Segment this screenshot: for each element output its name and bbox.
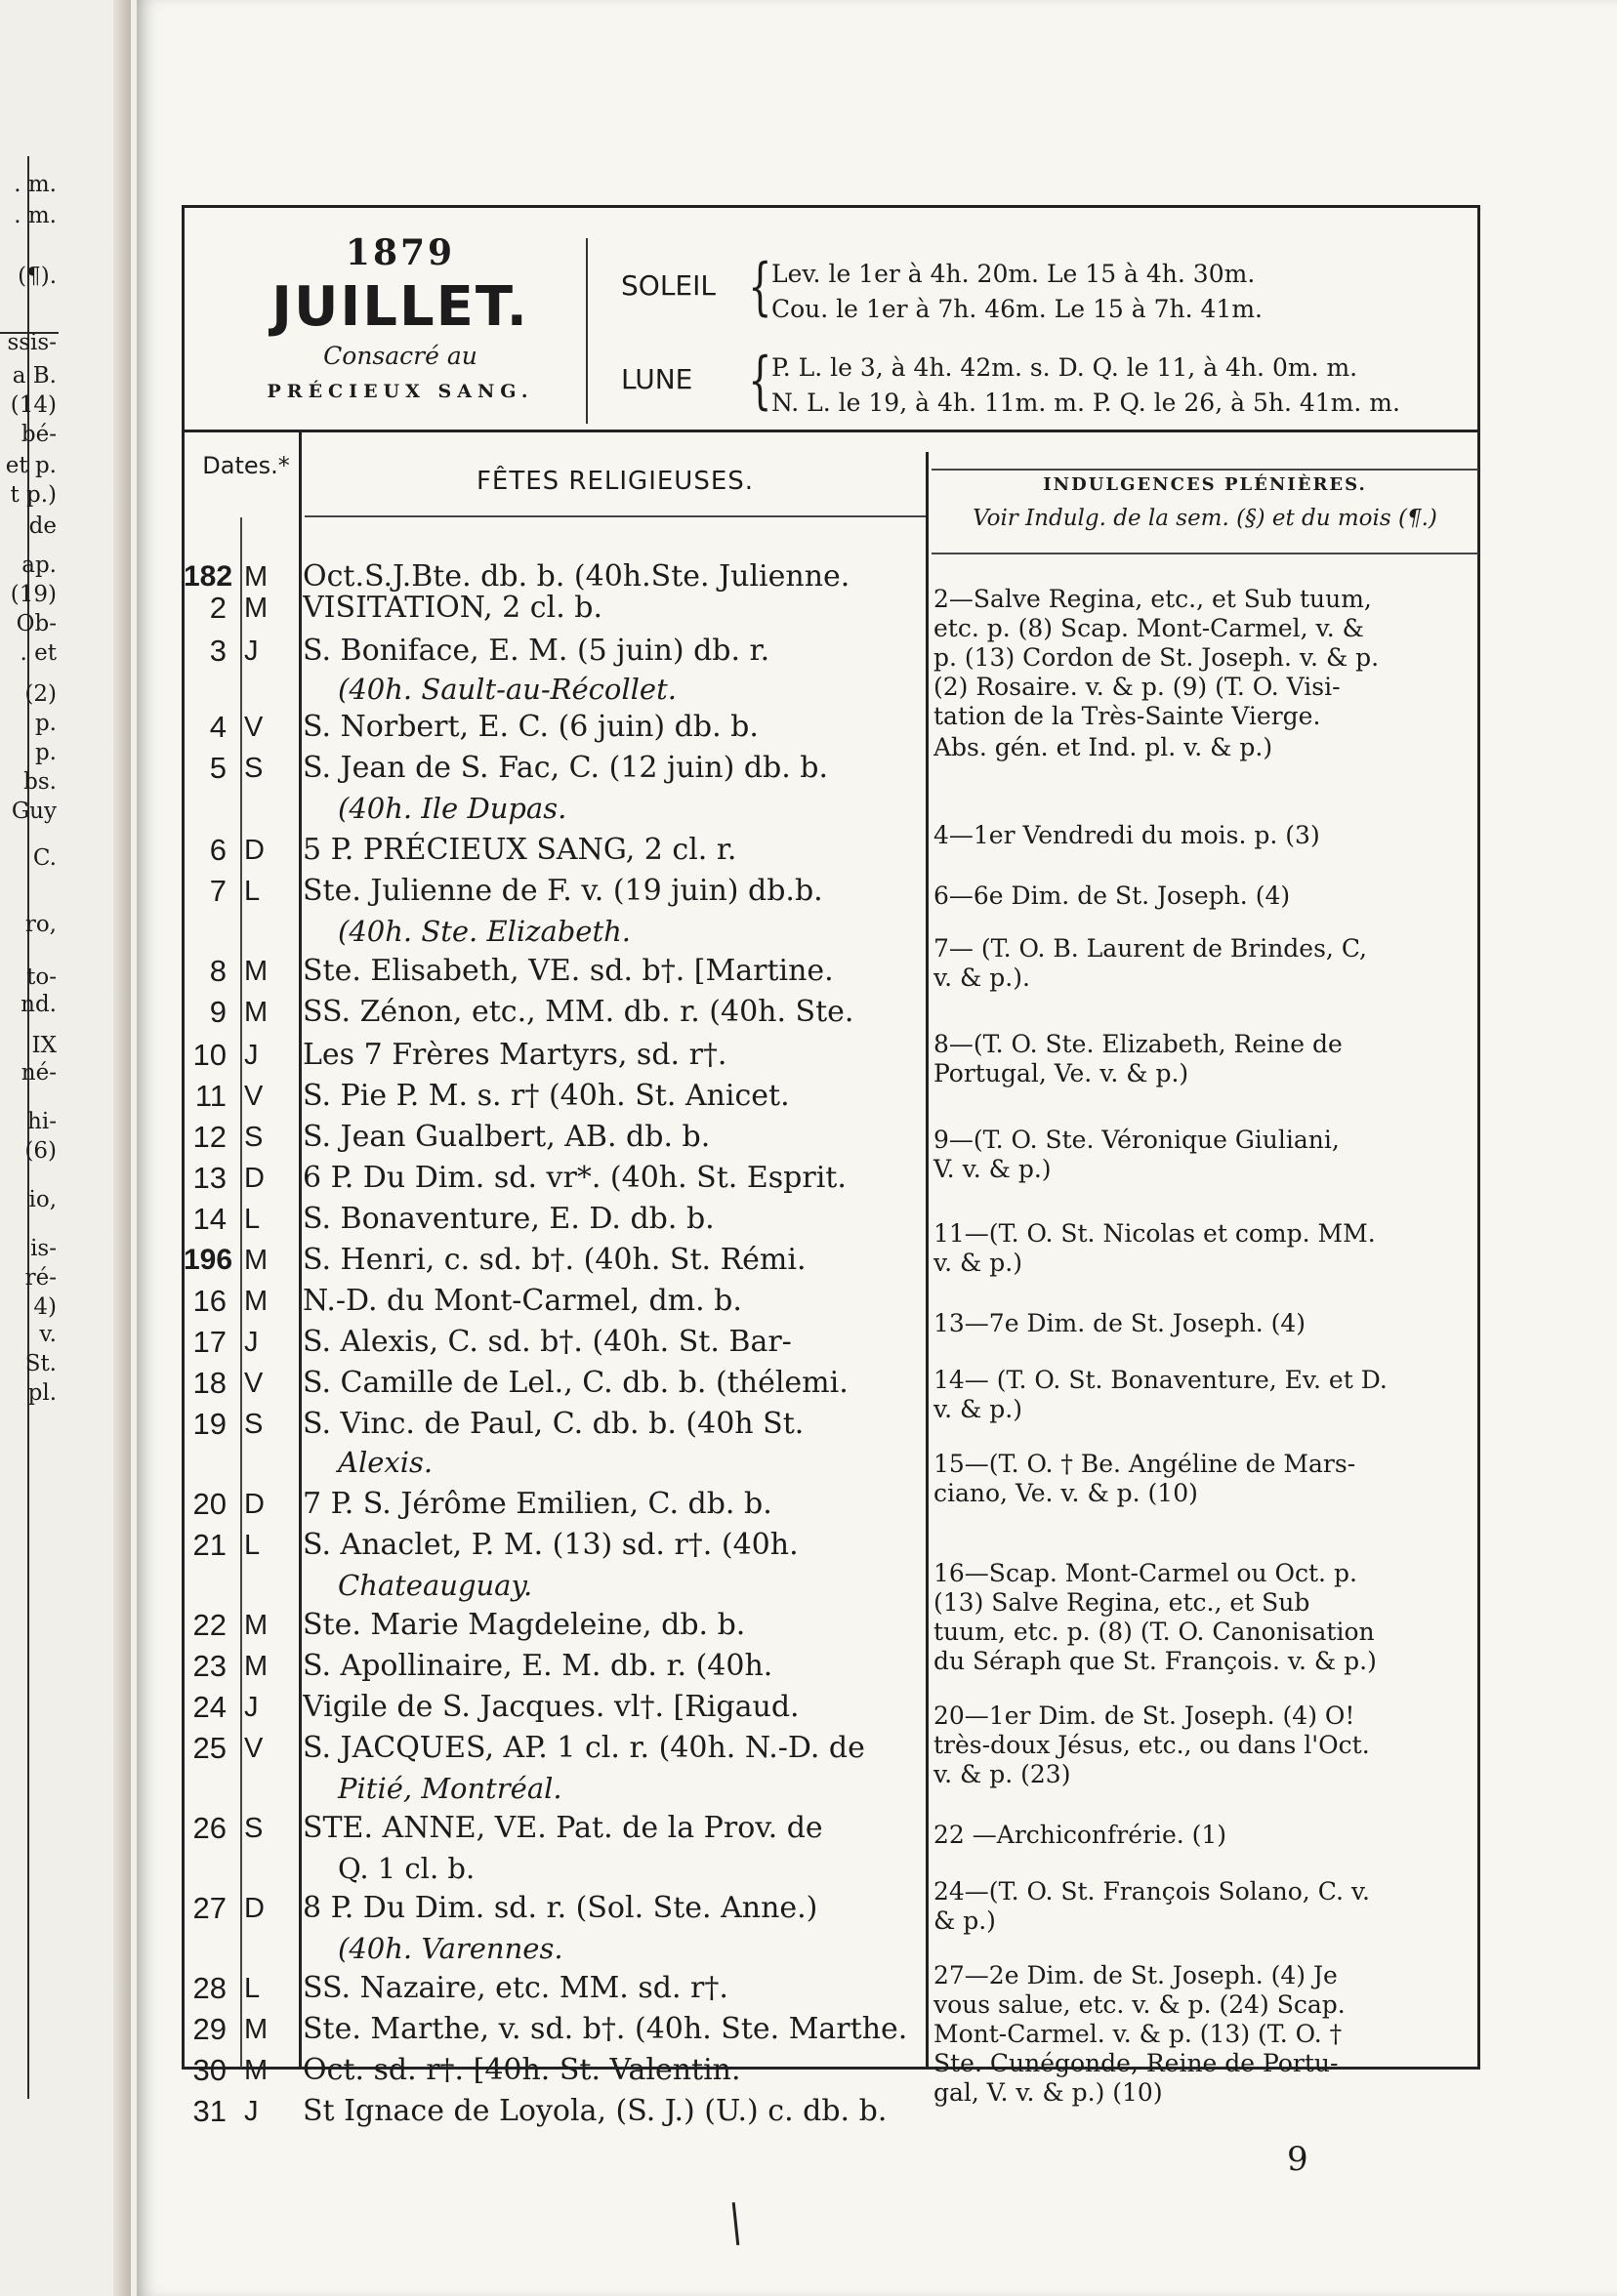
feast-text: S. Pie P. M. s. r† (40h. St. Anicet.: [303, 1079, 790, 1113]
feast-continuation: (40h. Sault-au-Récollet.: [338, 673, 677, 706]
day-number: 16: [192, 1284, 227, 1318]
indulgence-line: Abs. gén. et Ind. pl. v. & p.): [933, 733, 1273, 761]
soleil-label: SOLEIL: [621, 269, 716, 302]
previous-page-text: a B.: [12, 363, 57, 389]
weekday-letter: J: [244, 1692, 259, 1723]
weekday-letter: L: [244, 1973, 261, 2004]
previous-page-text: is-: [30, 1236, 57, 1261]
feast-continuation: Pitié, Montréal.: [338, 1772, 562, 1805]
weekday-letter: M: [244, 2055, 269, 2086]
previous-page-text: (6): [24, 1138, 57, 1164]
day-number: 6: [209, 833, 227, 867]
indulgence-line: & p.): [933, 1906, 996, 1935]
indulgence-line: v. & p.): [933, 1249, 1022, 1277]
dates-column-header: Dates.*: [202, 452, 290, 479]
column-divider-dates: [299, 432, 302, 2068]
year: 1879: [345, 232, 456, 273]
previous-page-text: p.: [34, 711, 57, 736]
previous-page-text: bs.: [23, 769, 57, 795]
indulgence-line: 8—(T. O. Ste. Elizabeth, Reine de: [933, 1030, 1343, 1058]
day-number: 14: [192, 1202, 227, 1236]
day-number: 29: [192, 2012, 227, 2046]
weekday-letter: M: [244, 561, 269, 593]
weekday-letter: V: [244, 1081, 264, 1112]
day-number: 26: [192, 1811, 227, 1845]
previous-page-text: Ob-: [16, 611, 57, 636]
weekday-letter: S: [244, 1122, 264, 1153]
feast-continuation: Q. 1 cl. b.: [338, 1852, 476, 1885]
weekday-letter: V: [244, 712, 264, 743]
weekday-letter: J: [244, 636, 259, 667]
weekday-letter: M: [244, 2014, 269, 2045]
feast-text: 5 P. PRÉCIEUX SANG, 2 cl. r.: [303, 833, 737, 867]
month-title: JUILLET.: [271, 275, 529, 339]
indulgence-line: V. v. & p.): [933, 1155, 1052, 1183]
fetes-column-header: FÊTES RELIGIEUSES.: [476, 467, 755, 496]
feast-text: S. Norbert, E. C. (6 juin) db. b.: [303, 710, 759, 744]
day-number: 21: [192, 1528, 227, 1562]
previous-page-edge: [0, 0, 137, 2296]
feast-text: SS. Zénon, etc., MM. db. r. (40h. Ste.: [303, 995, 854, 1029]
previous-page-text: IX: [31, 1033, 57, 1058]
day-number: 28: [192, 1971, 227, 2005]
feast-text: S. Camille de Lel., C. db. b. (thélemi.: [303, 1366, 849, 1400]
book-binding: [113, 0, 131, 2296]
day-number: 12: [192, 1120, 227, 1154]
indulgence-line: très-doux Jésus, etc., ou dans l'Oct.: [933, 1731, 1370, 1759]
indulgence-line: Portugal, Ve. v. & p.): [933, 1059, 1189, 1087]
feast-continuation: (40h. Varennes.: [338, 1932, 563, 1965]
previous-page-text: io,: [28, 1187, 57, 1212]
indulgence-line: tuum, etc. p. (8) (T. O. Canonisation: [933, 1618, 1375, 1646]
lune-label: LUNE: [621, 363, 693, 395]
weekday-letter: D: [244, 835, 265, 866]
indulgence-line: 20—1er Dim. de St. Joseph. (4) O!: [933, 1702, 1355, 1730]
weekday-letter: S: [244, 753, 264, 784]
feast-text: 8 P. Du Dim. sd. r. (Sol. Ste. Anne.): [303, 1891, 818, 1925]
indulgence-line: 24—(T. O. St. François Solano, C. v.: [933, 1877, 1370, 1906]
soleil-brace: {: [748, 251, 772, 323]
previous-page-text: nd.: [21, 992, 57, 1017]
lune-brace: {: [748, 345, 772, 417]
indulgence-line: 2—Salve Regina, etc., et Sub tuum,: [933, 585, 1372, 613]
day-number: 3: [209, 634, 227, 668]
indulgence-line: 11—(T. O. St. Nicolas et comp. MM.: [933, 1219, 1376, 1248]
indulgences-top-rule: [932, 469, 1478, 471]
feast-text: S. Vinc. de Paul, C. db. b. (40h St.: [303, 1407, 805, 1441]
indulgence-line: 4—1er Vendredi du mois. p. (3): [933, 821, 1320, 849]
lune-line-2: N. L. le 19, à 4h. 11m. m. P. Q. le 26, à 5h. 41m. m.: [771, 389, 1400, 417]
column-divider-day: [240, 517, 242, 2068]
feast-text: Ste. Marie Magdeleine, db. b.: [303, 1608, 746, 1642]
feast-text: Ste. Elisabeth, VE. sd. b†. [Martine.: [303, 954, 834, 988]
weekday-letter: D: [244, 1489, 265, 1520]
day-number: 23: [192, 1649, 227, 1683]
previous-page-text: ré-: [24, 1265, 57, 1291]
weekday-letter: M: [244, 593, 269, 624]
feast-text: Ste. Marthe, v. sd. b†. (40h. Ste. Marthe.: [303, 2012, 908, 2046]
previous-page-text: p.: [34, 740, 57, 765]
indulgence-line: ciano, Ve. v. & p. (10): [933, 1479, 1198, 1507]
previous-page-text: (2): [24, 681, 57, 707]
header-rule: [184, 430, 1478, 432]
day-number: 30: [192, 2053, 227, 2087]
feast-text: Les 7 Frères Martyrs, sd. r†.: [303, 1038, 727, 1072]
feast-text: S. Anaclet, P. M. (13) sd. r†. (40h.: [303, 1528, 799, 1562]
weekday-letter: V: [244, 1368, 264, 1399]
indulgence-line: Mont-Carmel. v. & p. (13) (T. O. †: [933, 2020, 1343, 2048]
previous-page-text: ro,: [24, 912, 57, 937]
feast-text: Oct.S.J.Bte. db. b. (40h.Ste. Julienne.: [303, 559, 850, 594]
indulgences-header-rule: [932, 553, 1478, 554]
feast-text: S. Apollinaire, E. M. db. r. (40h.: [303, 1649, 773, 1683]
soleil-line-2: Cou. le 1er à 7h. 46m. Le 15 à 7h. 41m.: [771, 295, 1263, 323]
day-number: 4: [209, 710, 227, 744]
previous-page-text: (14): [10, 392, 57, 418]
weekday-letter: D: [244, 1893, 265, 1924]
feast-text: S. Bonaventure, E. D. db. b.: [303, 1202, 715, 1236]
previous-page-text: bé-: [21, 422, 57, 447]
previous-page-text: ap.: [21, 553, 57, 578]
feast-text: S. Boniface, E. M. (5 juin) db. r.: [303, 634, 770, 668]
day-number: 8: [209, 954, 227, 988]
feast-text: Oct. sd. r†. [40h. St. Valentin.: [303, 2053, 741, 2087]
indulgences-column-header: INDULGENCES PLÉNIÈRES.: [1043, 474, 1367, 495]
indulgence-line: gal, V. v. & p.) (10): [933, 2078, 1163, 2107]
feast-text: STE. ANNE, VE. Pat. de la Prov. de: [303, 1811, 823, 1845]
day-number: 182: [184, 560, 233, 593]
previous-page-text: hi-: [27, 1109, 57, 1134]
lune-line-1: P. L. le 3, à 4h. 42m. s. D. Q. le 11, à 4h. 0m. m.: [771, 353, 1358, 382]
previous-page-text: pl.: [27, 1380, 57, 1406]
weekday-letter: L: [244, 1204, 261, 1235]
feast-continuation: (40h. Ste. Elizabeth.: [338, 915, 632, 948]
feast-text: St Ignace de Loyola, (S. J.) (U.) c. db. b.: [303, 2094, 888, 2128]
weekday-letter: S: [244, 1409, 264, 1440]
feast-continuation: (40h. Ile Dupas.: [338, 792, 567, 825]
day-number: 13: [192, 1161, 227, 1195]
weekday-letter: J: [244, 1327, 259, 1358]
previous-page-text: de: [28, 513, 57, 539]
previous-page-text: . m.: [14, 172, 57, 197]
weekday-letter: D: [244, 1163, 265, 1194]
previous-page-text: né-: [21, 1060, 57, 1086]
previous-page-text: (¶).: [18, 264, 57, 289]
feast-text: VISITATION, 2 cl. b.: [303, 591, 603, 625]
feast-text: 7 P. S. Jérôme Emilien, C. db. b.: [303, 1487, 772, 1521]
indulgence-line: 16—Scap. Mont-Carmel ou Oct. p.: [933, 1559, 1357, 1587]
header-divider: [586, 238, 588, 424]
indulgence-line: v. & p. (23): [933, 1760, 1071, 1788]
feast-text: S. Alexis, C. sd. b†. (40h. St. Bar-: [303, 1325, 792, 1359]
previous-page-text: t p.): [10, 482, 57, 508]
weekday-letter: L: [244, 1530, 261, 1561]
weekday-letter: M: [244, 1286, 269, 1317]
previous-page-text: St.: [24, 1351, 57, 1376]
day-number: 25: [192, 1731, 227, 1765]
day-number: 196: [184, 1244, 233, 1276]
day-number: 24: [192, 1690, 227, 1724]
previous-page-text: (19): [10, 582, 57, 607]
feast-text: N.-D. du Mont-Carmel, dm. b.: [303, 1284, 742, 1318]
previous-page-text: 4): [33, 1294, 57, 1320]
page-number: 9: [1287, 2140, 1308, 2179]
weekday-letter: M: [244, 956, 269, 987]
day-number: 10: [192, 1038, 227, 1072]
feast-continuation: Alexis.: [338, 1446, 434, 1479]
dedication-subject: PRÉCIEUX SANG.: [267, 381, 534, 402]
feast-text: 6 P. Du Dim. sd. vr*. (40h. St. Esprit.: [303, 1161, 847, 1195]
feast-continuation: Chateauguay.: [338, 1569, 533, 1602]
indulgence-line: 14— (T. O. St. Bonaventure, Ev. et D.: [933, 1366, 1388, 1394]
previous-page-text: to-: [26, 964, 57, 990]
previous-page-text: et p.: [5, 453, 57, 478]
weekday-letter: J: [244, 1040, 259, 1071]
previous-page-text: . et: [20, 640, 57, 666]
weekday-letter: J: [244, 2096, 259, 2127]
day-number: 2: [209, 591, 227, 625]
indulgence-line: v. & p.).: [933, 964, 1030, 992]
indulgences-column-subheader: Voir Indulg. de la sem. (§) et du mois (¶.): [973, 506, 1437, 531]
indulgence-line: (13) Salve Regina, etc., et Sub: [933, 1588, 1310, 1617]
previous-page-text: . m.: [14, 203, 57, 228]
day-number: 31: [192, 2094, 227, 2128]
weekday-letter: M: [244, 997, 269, 1028]
weekday-letter: M: [244, 1651, 269, 1682]
indulgence-line: p. (13) Cordon de St. Joseph. v. & p.: [933, 643, 1380, 672]
feast-text: S. Jean Gualbert, AB. db. b.: [303, 1120, 711, 1154]
feast-text: S. JACQUES, AP. 1 cl. r. (40h. N.-D. de: [303, 1731, 865, 1765]
indulgence-line: 15—(T. O. † Be. Angéline de Mars-: [933, 1450, 1356, 1478]
indulgence-line: vous salue, etc. v. & p. (24) Scap.: [933, 1990, 1346, 2019]
day-number: 11: [194, 1079, 227, 1113]
weekday-letter: M: [244, 1610, 269, 1641]
indulgence-line: 13—7e Dim. de St. Joseph. (4): [933, 1309, 1306, 1337]
weekday-letter: V: [244, 1733, 264, 1764]
indulgence-line: 9—(T. O. Ste. Véronique Giuliani,: [933, 1126, 1340, 1154]
indulgence-line: du Séraph que St. François. v. & p.): [933, 1647, 1377, 1675]
dedication: Consacré au: [323, 342, 477, 370]
indulgence-line: 6—6e Dim. de St. Joseph. (4): [933, 882, 1291, 910]
indulgence-line: 7— (T. O. B. Laurent de Brindes, C,: [933, 934, 1368, 963]
day-number: 20: [192, 1487, 227, 1521]
day-number: 7: [209, 874, 227, 908]
fetes-header-rule: [305, 515, 926, 517]
feast-text: Vigile de S. Jacques. vl†. [Rigaud.: [303, 1690, 800, 1724]
indulgence-line: 22 —Archiconfrérie. (1): [933, 1821, 1227, 1849]
soleil-line-1: Lev. le 1er à 4h. 20m. Le 15 à 4h. 30m.: [771, 260, 1256, 288]
previous-page-text: Guy: [11, 799, 57, 824]
feast-text: S. Jean de S. Fac, C. (12 juin) db. b.: [303, 751, 829, 785]
day-number: 27: [192, 1891, 227, 1925]
weekday-letter: L: [244, 876, 261, 907]
indulgence-line: tation de la Très-Sainte Vierge.: [933, 702, 1321, 730]
previous-page-text: v.: [39, 1322, 57, 1347]
indulgence-line: v. & p.): [933, 1395, 1022, 1423]
indulgence-line: Ste. Cunégonde, Reine de Portu-: [933, 2049, 1339, 2077]
previous-page-text: ssis-: [7, 330, 57, 355]
indulgence-line: 27—2e Dim. de St. Joseph. (4) Je: [933, 1961, 1338, 1989]
previous-page-text: C.: [32, 845, 57, 871]
weekday-letter: M: [244, 1245, 269, 1276]
weekday-letter: S: [244, 1813, 264, 1844]
day-number: 22: [192, 1608, 227, 1642]
feast-text: Ste. Julienne de F. v. (19 juin) db.b.: [303, 874, 823, 908]
day-number: 19: [192, 1407, 227, 1441]
day-number: 17: [192, 1325, 227, 1359]
day-number: 5: [209, 751, 227, 785]
feast-text: SS. Nazaire, etc. MM. sd. r†.: [303, 1971, 728, 2005]
day-number: 18: [192, 1366, 227, 1400]
day-number: 9: [209, 995, 227, 1029]
indulgence-line: (2) Rosaire. v. & p. (9) (T. O. Visi-: [933, 673, 1341, 701]
column-divider-indulgences: [926, 452, 929, 2068]
feast-text: S. Henri, c. sd. b†. (40h. St. Rémi.: [303, 1243, 807, 1277]
indulgence-line: etc. p. (8) Scap. Mont-Carmel, v. &: [933, 614, 1364, 642]
